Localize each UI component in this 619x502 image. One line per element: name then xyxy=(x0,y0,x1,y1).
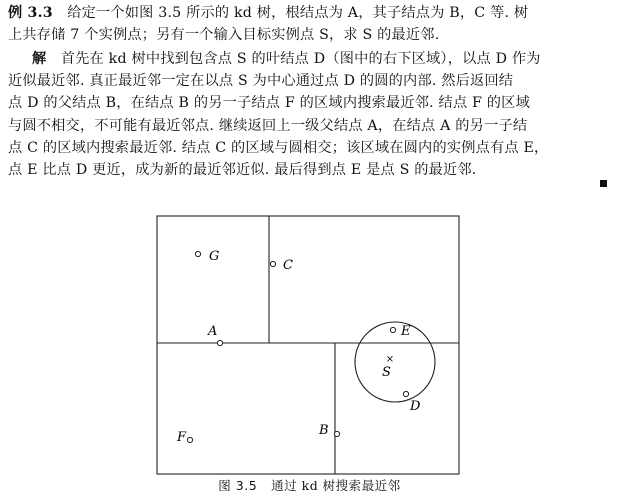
nearest-neighbor-circle xyxy=(355,322,435,402)
solution-line-6: 点 E 比点 D 更近，成为新的最近邻近似. 最后得到点 E 是点 S 的最近邻. xyxy=(8,162,477,179)
solution-line-1: 解 首先在 kd 树中找到包含点 S 的叶结点 D（图中的右下区域），以点 D 作为 xyxy=(32,51,541,67)
figure-caption-label: 图 3.5 xyxy=(218,478,258,493)
point-f-label: F xyxy=(177,430,187,445)
point-d-label: D xyxy=(410,399,421,414)
solution-line-5: 点 C 的区域内搜索最近邻. 结点 C 的区域与圆相交；该区域在圆内的实例点有点 E， xyxy=(8,139,549,156)
point-c xyxy=(270,261,275,266)
solution-line-4: 与圆不相交，不可能有最近邻点. 继续返回上一级父结点 A，在结点 A 的另一子结 xyxy=(8,117,528,134)
point-g xyxy=(195,251,200,256)
point-f xyxy=(187,437,192,442)
point-e xyxy=(390,327,395,332)
example-line-1: 例 3.3 给定一个如图 3.5 所示的 kd 树，根结点为 A，其子结点为 B，C 等. 树 xyxy=(8,5,529,21)
point-b-label: B xyxy=(319,423,329,438)
solution-line-2: 近似最近邻. 真正最近邻一定在以点 S 为中心通过点 D 的圆的内部. 然后返回结 xyxy=(8,73,514,90)
solution-label: 解 xyxy=(32,51,47,67)
point-d xyxy=(403,391,408,396)
example-label: 例 3.3 xyxy=(8,5,53,21)
point-c-label: C xyxy=(283,258,293,273)
figure-frame xyxy=(157,216,459,474)
point-s-mark: × xyxy=(385,354,395,365)
point-s-label: S xyxy=(382,365,391,380)
point-a xyxy=(217,340,222,345)
point-e-label: E xyxy=(401,324,411,339)
example-line-2: 上共存储 7 个实例点；另有一个输入目标实例点 S，求 S 的最近邻. xyxy=(8,27,440,44)
figure-caption xyxy=(0,476,619,494)
figure-caption-text: 通过 kd 树搜索最近邻 xyxy=(271,478,401,493)
point-a-label: A xyxy=(208,324,218,339)
point-b xyxy=(334,431,339,436)
point-g-label: G xyxy=(209,249,220,264)
solution-line-3: 点 D 的父结点 B，在结点 B 的另一子结点 F 的区域内搜索最近邻. 结点 F 的区域 xyxy=(8,95,530,112)
